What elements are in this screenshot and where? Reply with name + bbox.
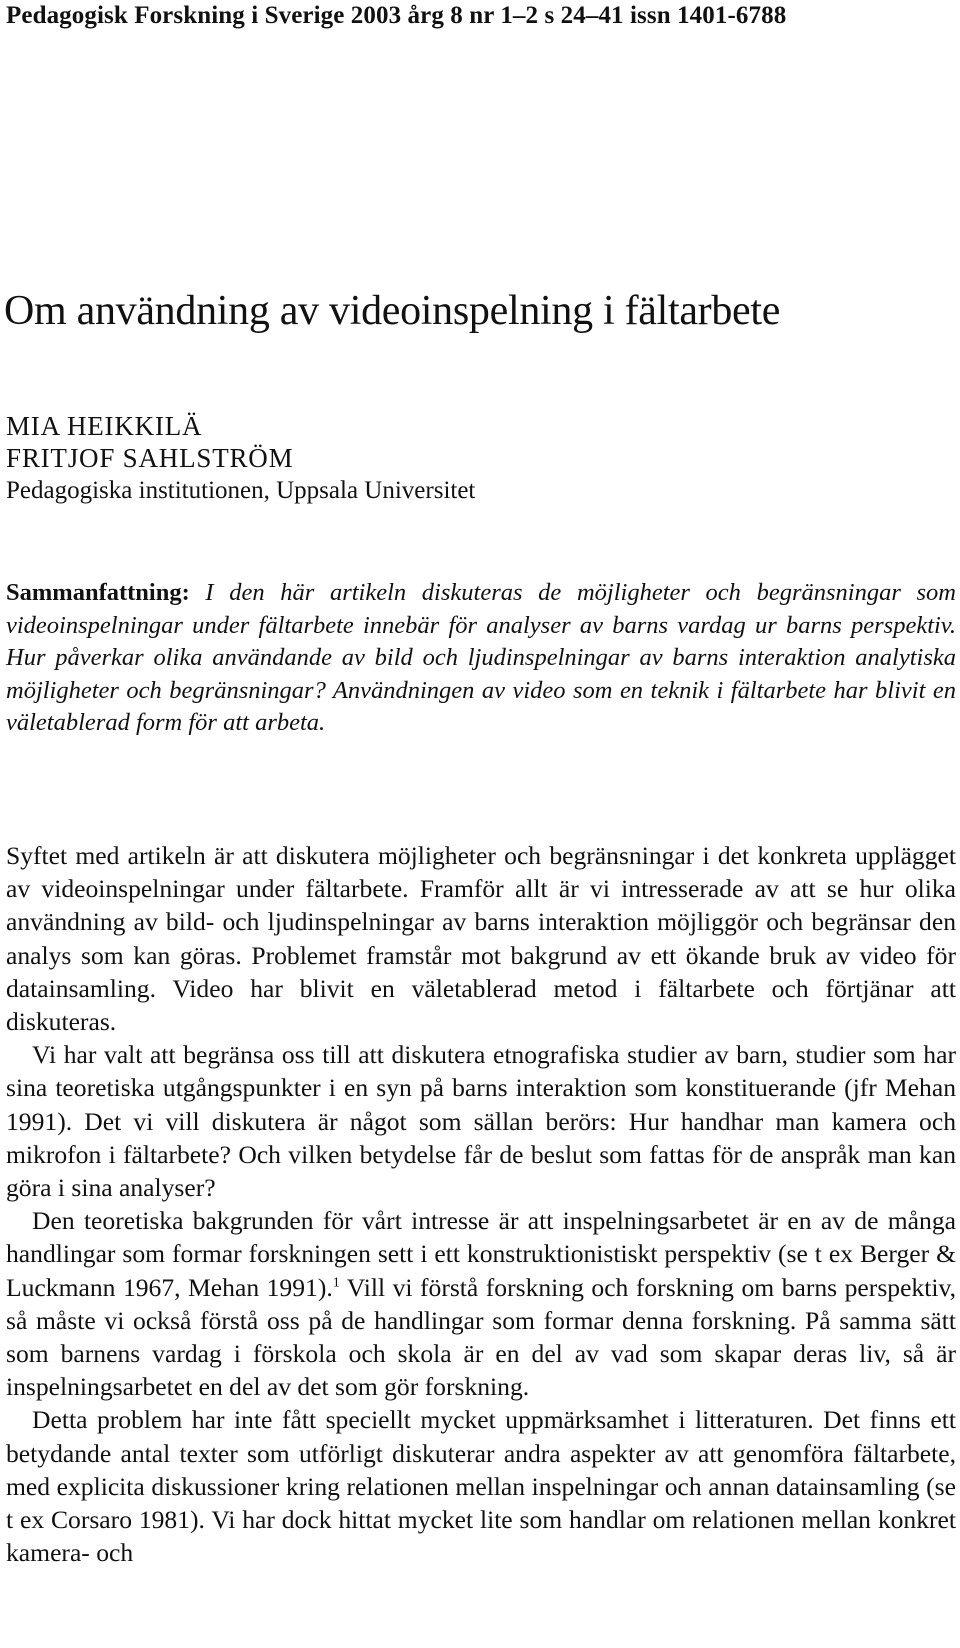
body-text	[6, 839, 956, 1569]
body-paragraph: Syftet med artikeln är att diskutera möjligheter och begränsningar i det konkreta upplägget av videoinspelningar under fältarbete. Framför allt är vi intresserade av att se hur olika användning av bild- och ljudinspelningar av barns interaktion möjliggör och begränsar den analys som kan göras. Problemet framstår mot bakgrund av ett ökande bruk av video för datainsamling. Video har blivit en väletablerad metod i fältarbete och förtjänar att diskuteras.	[6, 841, 956, 1037]
abstract	[6, 577, 956, 740]
author-block	[6, 410, 475, 508]
footnote-marker: 1	[332, 1275, 340, 1291]
author-affiliation: Pedagogiska institutionen, Uppsala Universitet	[6, 477, 476, 504]
paragraph-text: Vill vi förstå forskning och forskning om barns perspektiv, så måste vi också förstå oss på de handlingar som formar denna forskning. På samma sätt som barnens vardag i förskola och skola är en del av vad som skapar deras liv, så är inspelningsarbetet en del av det som gör forskning.	[6, 1272, 956, 1402]
abstract-text: I den här artikeln diskuteras de möjligheter och begränsningar som videoinspelningar under fältarbete innebär för analyser av barns vardag ur barns perspektiv. Hur påverkar olika användande av bild och ljudinspelningar av barns interaktion analytiska möjligheter och begränsningar? Användningen av video som en teknik i fältarbete har blivit en väletablerad form för att arbeta.	[6, 579, 957, 736]
author-name: FRITJOF SAHLSTRÖM	[6, 443, 294, 473]
article-title: Om användning av videoinspelning i fältarbete	[4, 288, 781, 334]
body-paragraph: Detta problem har inte fått speciellt mycket uppmärksamhet i litteraturen. Det finns ett betydande antal texter som utförligt diskuterar andra aspekter av att genomföra fältarbete, med explicita diskussioner kring relationen mellan inspelningar och annan datainsamling (se t ex Corsaro 1981). Vi har dock hittat mycket lite som handlar om relationen mellan konkret kamera- och	[6, 1405, 956, 1568]
body-paragraph	[6, 1204, 956, 1403]
author-name: MIA HEIKKILÄ	[6, 411, 203, 441]
abstract-label: Sammanfattning:	[6, 579, 190, 606]
running-head: Pedagogisk Forskning i Sverige 2003 årg 8 nr 1–2 s 24–41 issn 1401-6788	[6, 2, 787, 29]
body-paragraph: Vi har valt att begränsa oss till att diskutera etnografiska studier av barn, studier som har sina teoretiska utgångspunkter i en syn på barns interaktion som konstituerande (jfr Mehan 1991). Det vi vill diskutera är något som sällan berörs: Hur handhar man kamera och mikrofon i fältarbete? Och vilken betydelse får de beslut som fattas för de anspråk man kan göra i sina analyser?	[6, 1040, 956, 1203]
paragraph-text: Den teoretiska bakgrunden för vårt intresse är att inspelningsarbetet är en av de många handlingar som formar forskningen sett i ett konstruktionistiskt perspektiv (se t ex Berger & Luckmann 1967, Mehan 1991).	[6, 1206, 956, 1302]
